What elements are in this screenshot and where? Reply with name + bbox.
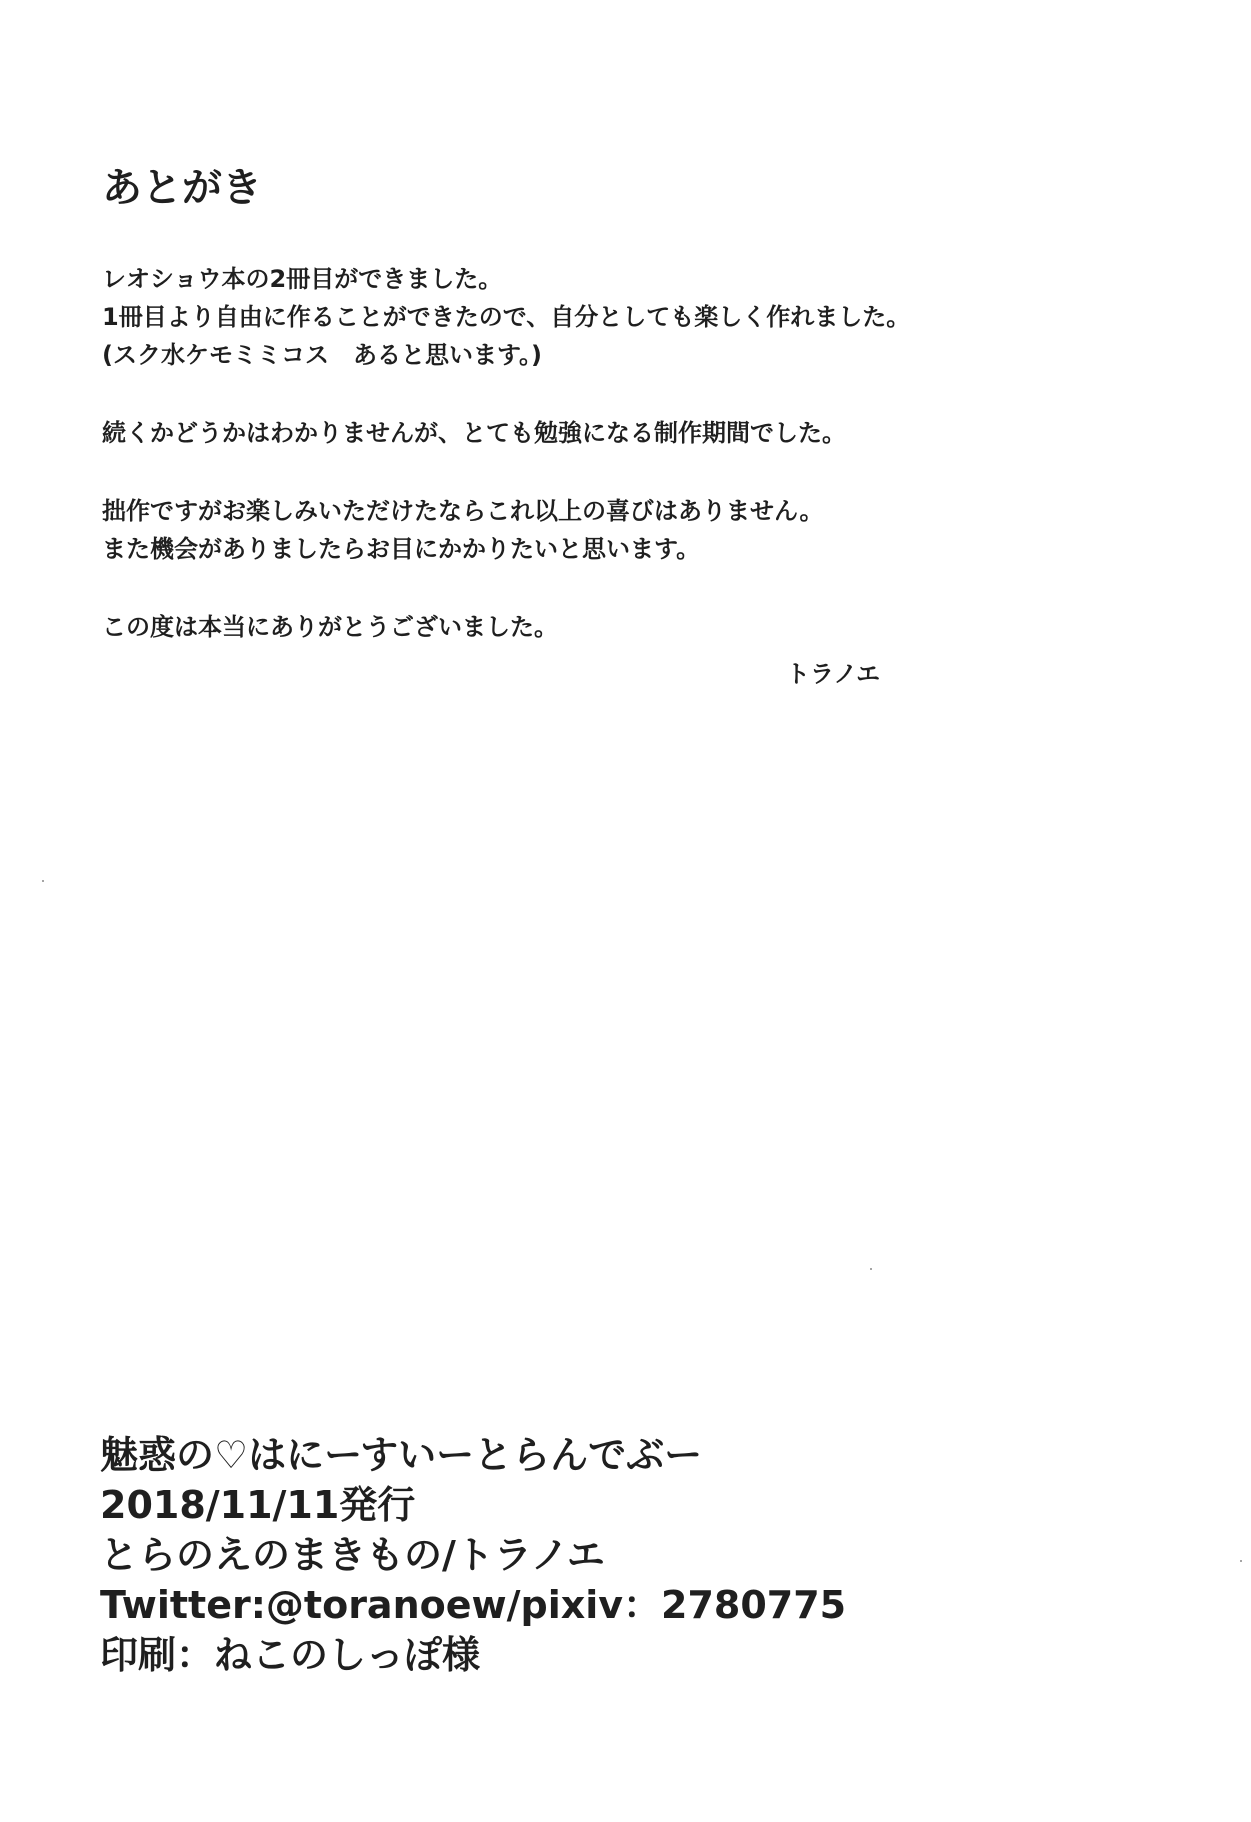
colophon-social: Twitter:@toranoew/pixiv：2780775 <box>100 1583 847 1627</box>
text-line: また機会がありましたらお目にかかりたいと思います。 <box>102 535 701 563</box>
colophon-circle: とらのえのまきもの/トラノエ <box>100 1533 605 1577</box>
afterword-paragraph <box>102 414 1182 452</box>
colophon-printer: 印刷：ねこのしっぽ様 <box>100 1633 481 1677</box>
afterword-paragraph <box>102 608 1182 646</box>
colophon <box>100 1430 1200 1680</box>
afterword-section <box>102 160 1182 686</box>
text-line: 拙作ですがお楽しみいただけたならこれ以上の喜びはありません。 <box>102 497 824 525</box>
colophon-date: 2018/11/11発行 <box>100 1483 416 1527</box>
text-line: 1冊目より自由に作ることができたので、自分としても楽しく作れました。 <box>102 303 911 331</box>
text-line: (スク水ケモミミコス あると思います。) <box>102 341 543 369</box>
colophon-title: 魅惑の♡はにーすいーとらんでぶー <box>100 1433 703 1477</box>
scan-speck <box>1240 1560 1242 1562</box>
text-line: 続くかどうかはわかりませんが、とても勉強になる制作期間でした。 <box>102 419 846 447</box>
text-line: この度は本当にありがとうございました。 <box>102 613 558 641</box>
text-line: レオショウ本の2冊目ができました。 <box>102 265 503 293</box>
afterword-paragraph <box>102 492 1182 568</box>
scan-speck <box>870 1268 872 1270</box>
scan-speck <box>42 880 44 882</box>
afterword-heading: あとがき <box>102 165 262 211</box>
author-signature: トラノエ <box>786 660 881 688</box>
afterword-paragraph <box>102 260 1182 374</box>
